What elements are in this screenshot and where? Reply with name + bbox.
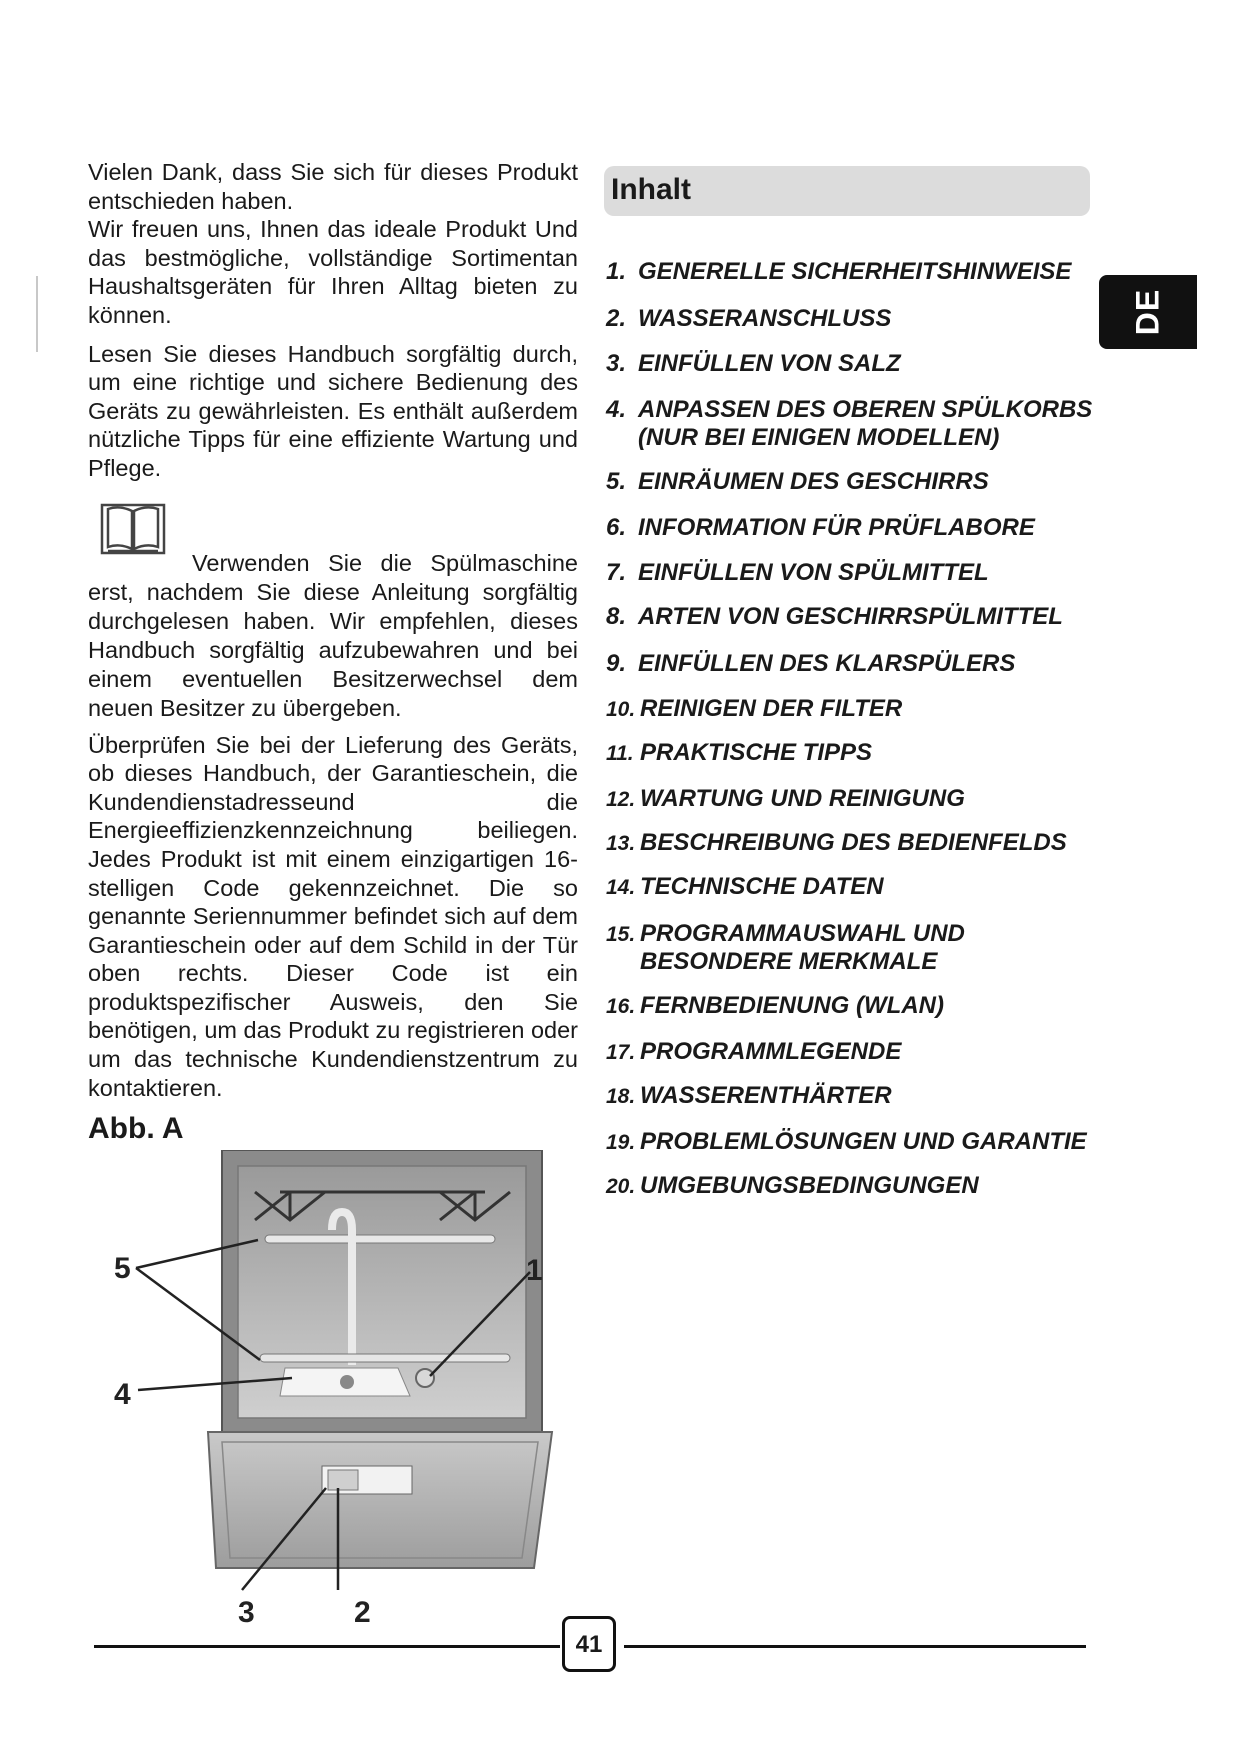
intro-paragraph-range: Wir freuen uns, Ihnen das ideale Produkt Und das bestmögliche, vollständige Sortimentan Haushaltsgeräten für Ihren Alltag bieten zu können.: [88, 216, 578, 328]
intro-paragraph-read-manual: Lesen Sie dieses Handbuch sorgfältig durch, um eine richtige und sichere Bedienung des Geräts zu gewährleisten. Es enthält außerdem nützliche Tipps für eine effiziente Wartung und Pflege.: [88, 340, 578, 481]
toc-item[interactable]: 7. EINFÜLLEN VON SPÜLMITTEL: [606, 559, 989, 586]
figure-label: Abb. A: [88, 1112, 184, 1145]
door: [208, 1432, 552, 1568]
lower-spray-arm: [260, 1354, 510, 1362]
open-book-icon: [100, 501, 166, 557]
salt-cap: [416, 1369, 434, 1387]
toc-item[interactable]: 1. GENERELLE SICHERHEITSHINWEISE: [606, 258, 1072, 285]
toc-item[interactable]: 17. PROGRAMMLEGENDE: [606, 1038, 902, 1065]
margin-mark: [36, 276, 38, 352]
footer-rule-left: [94, 1645, 560, 1648]
toc-item[interactable]: 12. WARTUNG UND REINIGUNG: [606, 785, 965, 812]
toc-item[interactable]: 14. TECHNISCHE DATEN: [606, 873, 884, 900]
toc-item[interactable]: 16. FERNBEDIENUNG (WLAN): [606, 992, 944, 1019]
book-note-text: Verwenden Sie die Spülmaschine erst, nachdem Sie diese Anleitung sorgfältig durchgelesen haben. Wir empfehlen, dieses Handbuch sorgfältig aufzubewahren und bei einem eventuellen Besitzerwechsel dem neuen Besitzer zu übergeben.: [88, 549, 578, 721]
toc-item[interactable]: 18. WASSERENTHÄRTER: [606, 1082, 892, 1109]
footer-rule-right: [624, 1645, 1086, 1648]
toc-item[interactable]: 8. ARTEN VON GESCHIRRSPÜLMITTEL: [606, 603, 1063, 630]
toc-item[interactable]: 9. EINFÜLLEN DES KLARSPÜLERS: [606, 650, 1016, 677]
page-number-box: [562, 1616, 616, 1672]
callout-5: 5: [114, 1252, 131, 1285]
toc-item[interactable]: 5. EINRÄUMEN DES GESCHIRRS: [606, 468, 989, 495]
dishwasher-figure: [110, 1150, 570, 1630]
toc-item[interactable]: 4. ANPASSEN DES OBEREN SPÜLKORBS (NUR BEI EINIGEN MODELLEN): [606, 396, 1093, 451]
intro-paragraph-delivery-check: Überprüfen Sie bei der Lieferung des Geräts, ob dieses Handbuch, der Garantieschein, die Kundendienstadresseund die Energieeffizienzkennzeichnung beiliegen. Jedes Produkt ist mit einem einzigartigen 16-stelligen Code gekennzeichnet. Die so genannte Seriennummer befindet sich auf dem Garantieschein oder auf dem Schild in der Tür oben rechts. Dieser Code ist ein produktspezifischer Ausweis, den Sie benötigen, um das Produkt zu registrieren oder um das technische Kundendienstzentrum zu kontaktieren.: [88, 731, 578, 1101]
toc-title: Inhalt: [611, 173, 691, 206]
toc-item[interactable]: 20. UMGEBUNGSBEDINGUNGEN: [606, 1172, 979, 1199]
book-note: [88, 511, 578, 723]
toc-header: [604, 166, 1090, 216]
toc-item[interactable]: 6. INFORMATION FÜR PRÜFLABORE: [606, 514, 1035, 541]
intro-paragraph-thanks: Vielen Dank, dass Sie sich für dieses Produkt entschieden haben.: [88, 159, 578, 214]
toc-item[interactable]: 19. PROBLEMLÖSUNGEN UND GARANTIE: [606, 1128, 1087, 1155]
callout-3: 3: [238, 1596, 255, 1629]
toc-item[interactable]: 3. EINFÜLLEN VON SALZ: [606, 350, 901, 377]
intro-column: [88, 158, 578, 1102]
language-label: DE: [1129, 288, 1166, 336]
page-number: 41: [575, 1631, 603, 1658]
upper-spray-arm: [265, 1235, 495, 1243]
toc-item[interactable]: 13. BESCHREIBUNG DES BEDIENFELDS: [606, 829, 1067, 856]
toc-item[interactable]: 11. PRAKTISCHE TIPPS: [606, 739, 873, 766]
callout-4: 4: [114, 1378, 131, 1411]
toc-item[interactable]: 15. PROGRAMMAUSWAHL UND BESONDERE MERKMALE: [606, 920, 965, 975]
callout-1: 1: [526, 1254, 543, 1287]
toc-item[interactable]: 2. WASSERANSCHLUSS: [606, 305, 892, 332]
language-tab: [1099, 275, 1197, 349]
toc-item[interactable]: 10. REINIGEN DER FILTER: [606, 695, 903, 722]
callout-2: 2: [354, 1596, 371, 1629]
